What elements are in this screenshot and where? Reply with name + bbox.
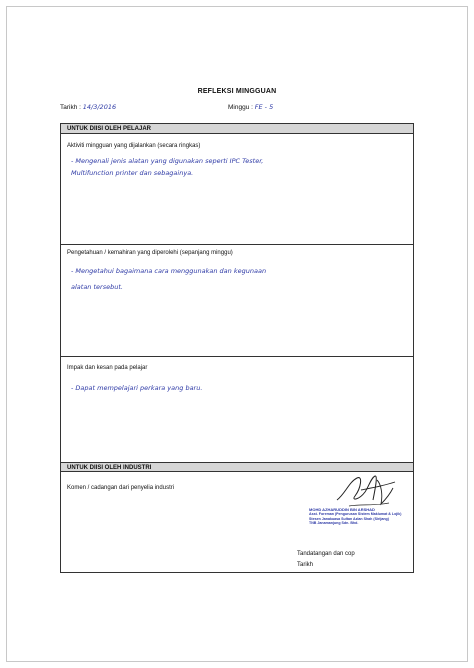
divider [61,244,413,245]
comment-label: Komen / cadangan dari penyelia industri [67,485,175,491]
industry-section-header: UNTUK DIISI OLEH INDUSTRI [61,462,413,472]
sign-stamp-label: Tandatangan dan cop [297,551,355,557]
stamp-line: Asst. Foreman (Pengurusan Sistem Maklumat & Lojik) [309,512,402,517]
industry-date-label: Tarikh [297,562,314,568]
company-stamp [309,508,413,526]
activities-line-2: Multifunction printer dan sebagainya. [71,169,194,177]
reflection-form-table [60,123,414,573]
activities-label: Aktiviti mingguan yang dijalankan (secara ringkas) [67,143,201,149]
impact-label: Impak dan kesan pada pelajar [67,365,148,371]
knowledge-line-1: - Mengetahui bagaimana cara menggunakan dan kegunaan [71,267,267,275]
date-label: Tarikh : [60,104,81,111]
stamp-line: Stesen Janakuasa Sultan Azlan Shah (Sirijang) [309,516,389,521]
impact-line-1: - Dapat mempelajari perkara yang baru. [71,384,203,392]
week-value: FE - 5 [254,103,274,111]
stamp-line: TNB Janamanjung Sdn. Bhd. [309,521,359,526]
signature-drawing [331,470,401,512]
stamp-name: MOHD AZHARUDDIN BIN ARSHAD [309,507,375,512]
knowledge-line-2: alatan tersebut. [71,283,123,291]
divider [61,356,413,357]
student-section-header: UNTUK DIISI OLEH PELAJAR [61,124,413,134]
knowledge-label: Pengetahuan / kemahiran yang diperolehi (sepanjang minggu) [67,250,233,256]
date-field [60,103,116,111]
form-title: REFLEKSI MINGGUAN [197,88,277,95]
week-field [228,103,273,111]
date-value: 14/3/2016 [82,103,117,111]
week-label: Minggu : [228,104,253,111]
activities-line-1: - Mengenali jenis alatan yang digunakan seperti IPC Tester, [71,157,264,165]
